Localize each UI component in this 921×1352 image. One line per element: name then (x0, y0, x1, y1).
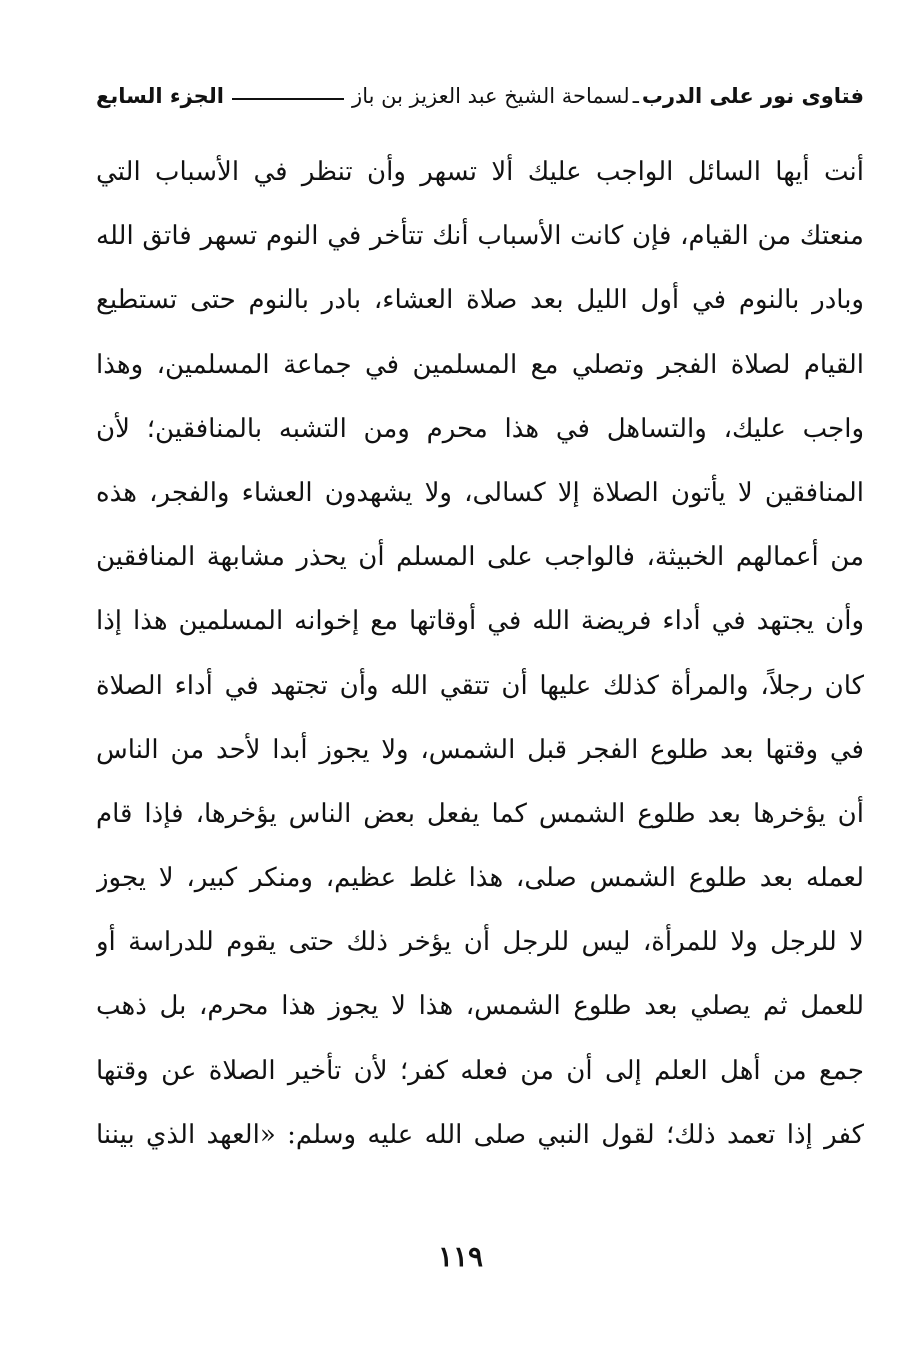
text-line: لا للرجل ولا للمرأة، ليس للرجل أن يؤخر ذلك حتى يقوم للدراسة أو (96, 927, 864, 958)
author-name: لسماحة الشيخ عبد العزيز بن باز (352, 84, 630, 108)
text-line: كفر إذا تعمد ذلك؛ لقول النبي صلى الله عليه وسلم: «العهد الذي بيننا (96, 1119, 864, 1150)
text-line: في وقتها بعد طلوع الفجر قبل الشمس، ولا يجوز أبدا لأحد من الناس (96, 734, 864, 765)
text-line: أنت أيها السائل الواجب عليك ألا تسهر وأن تنظر في الأسباب التي (96, 157, 864, 187)
header-separator: ـ (632, 84, 639, 108)
text-line: لعمله بعد طلوع الشمس صلى، هذا غلط عظيم، ومنكر كبير، لا يجوز (96, 863, 864, 894)
text-line: للعمل ثم يصلي بعد طلوع الشمس، هذا لا يجوز هذا محرم، بل ذهب (96, 991, 864, 1022)
text-line: وبادر بالنوم في أول الليل بعد صلاة العشاء، بادر بالنوم حتى تستطيع (96, 285, 864, 316)
page-number: ١١٩ (437, 1240, 484, 1273)
text-line: جمع من أهل العلم إلى أن من فعله كفر؛ لأن تأخير الصلاة عن وقتها (96, 1055, 864, 1086)
text-line: وأن يجتهد في أداء فريضة الله في أوقاتها مع إخوانه المسلمين هذا إذا (96, 606, 864, 637)
volume-label: الجزء السابع (96, 84, 224, 108)
book-title: فتاوى نور على الدرب (641, 84, 864, 108)
text-line: كان رجلاً، والمرأة كذلك عليها أن تتقي الله وأن تجتهد في أداء الصلاة (96, 670, 864, 701)
header-rule (232, 98, 344, 100)
text-line: من أعمالهم الخبيثة، فالواجب على المسلم أن يحذر مشابهة المنافقين (96, 542, 864, 573)
text-line: واجب عليك، والتساهل في هذا محرم ومن التشبه بالمنافقين؛ لأن (96, 413, 864, 444)
text-line: المنافقين لا يأتون الصلاة إلا كسالى، ولا يشهدون العشاء والفجر، هذه (96, 477, 864, 508)
body-text (96, 140, 864, 1167)
text-line: منعتك من القيام، فإن كانت الأسباب أنك تتأخر في النوم تسهر فاتق الله (96, 221, 864, 252)
text-line: القيام لصلاة الفجر وتصلي مع المسلمين في جماعة المسلمين، وهذا (96, 349, 864, 380)
text-line: أن يؤخرها بعد طلوع الشمس كما يفعل بعض الناس يؤخرها، فإذا قام (96, 798, 864, 829)
running-header (96, 78, 864, 114)
